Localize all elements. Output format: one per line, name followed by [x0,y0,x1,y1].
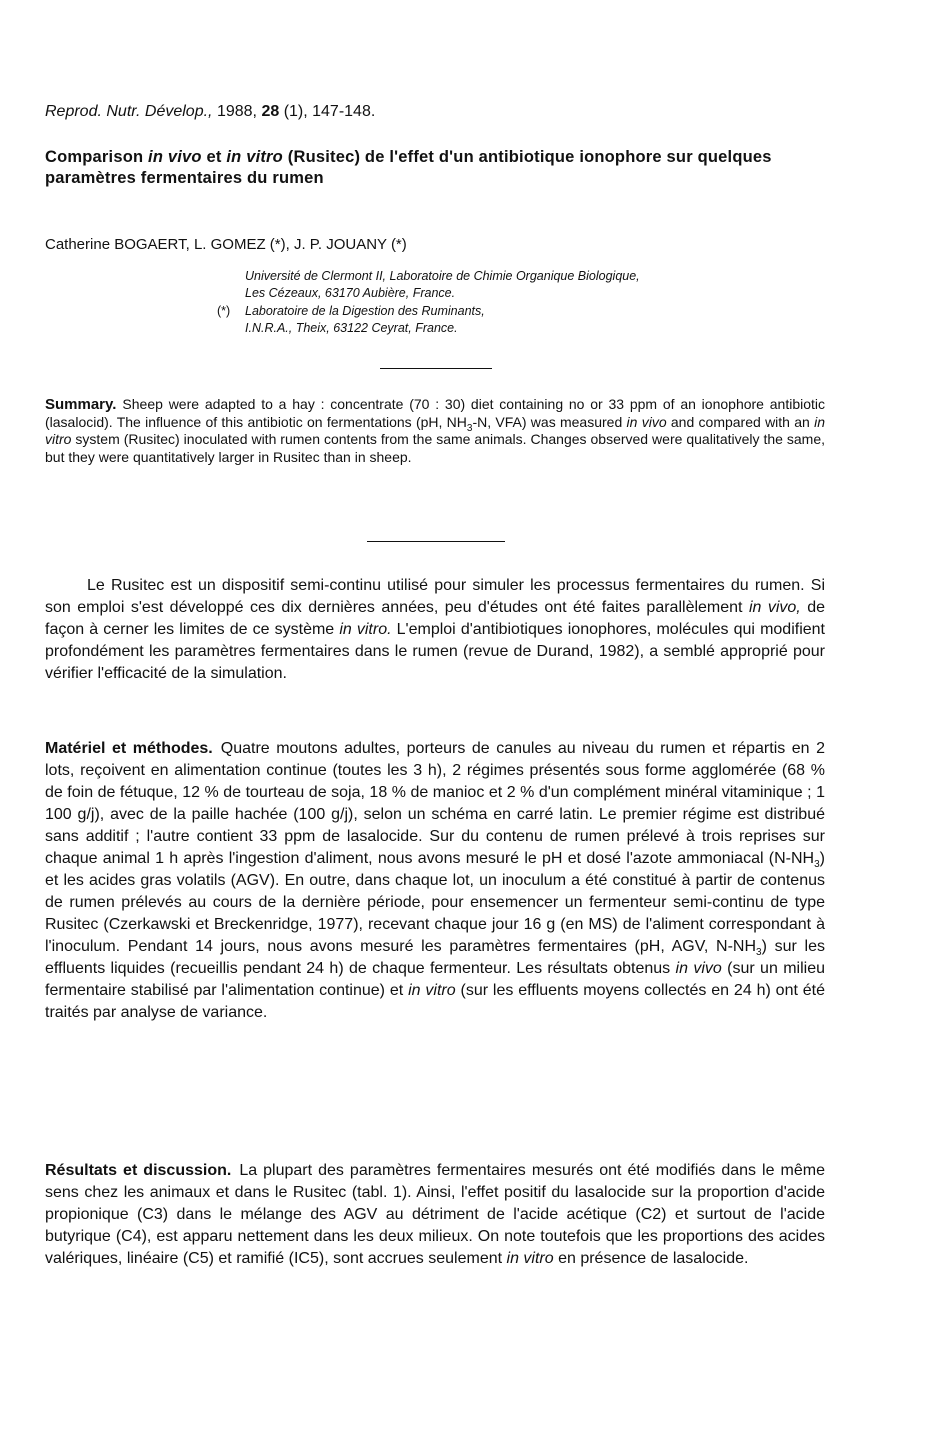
affiliation-line: I.N.R.A., Theix, 63122 Ceyrat, France. [245,321,458,335]
subscript: 3 [814,859,820,871]
title-in-vitro: in vitro [226,148,283,166]
methods-paragraph [45,738,825,1024]
section-divider [367,541,505,542]
journal-issue-pages: (1), 147-148. [283,103,376,120]
article-title [45,147,805,189]
methods-text: Quatre moutons adultes, porteurs de canules au niveau du rumen et répartis en 2 lots, reçoivent en alimentation continue (toutes les 3 h), 2 régimes présentés sous forme agglomérée (68 % de foin de fétuque, 12 % de tourteau de soja, 18 % de manioc et 2 % d'un complément minéral vitaminique ; 1 100 g/j), avec de la paille hachée (100 g/j), selon un schéma en carré latin. Le premier régime est distribué sans additif ; l'autre contient 33 ppm de lasalocide. Sur du contenu de rumen prélevé à trois reprises sur chaque animal 1 h après l'ingestion d'aliment, nous avons mesuré le pH et dosé l'azote ammoniacal (N-NH [45,740,826,867]
summary-heading: Summary. [45,396,117,413]
methods-text: (sur un milieu fermentaire stabilisé par l'alimentation continue) et [45,960,825,999]
results-heading: Résultats et discussion. [45,1162,232,1179]
section-divider [380,368,492,369]
journal-name: Reprod. Nutr. Dévelop., [45,103,213,120]
affiliation-line: Université de Clermont II, Laboratoire de Chimie Organique Biologique, [245,269,640,283]
subscript: 3 [466,422,473,434]
methods-text: ) et les acides gras volatils (AGV). En outre, dans chaque lot, un inoculum a été constitué à partir de contenus de rumen prélevés au cours de la dernière période, pour ensemencer un fermenteur semi-continu de type Rusitec (Czerkawski et Breckenridge, 1977), recevant chaque jour 16 g (en MS) de l'aliment correspondant à l'inoculum. Pendant 14 jours, nous avons mesuré les paramètres fermentaires (pH, AGV, N-NH [45,850,825,955]
summary-text: and compared with an [666,413,815,430]
intro-in-vivo: in vivo, [748,599,801,616]
summary-in-vivo: in vivo [626,413,667,430]
summary-text: Sheep were adapted to a hay : concentrate (70 : 30) diet containing no or 33 ppm of an ionophore antibiotic (lasalocid). The influence of this antibiotic on fermentations (pH, NH [45,396,825,430]
title-text: et [201,148,227,166]
results-paragraph [45,1160,825,1270]
journal-citation [45,103,375,121]
journal-volume: 28 [261,103,280,120]
methods-heading: Matériel et méthodes. [45,740,213,757]
summary-in-vitro: in vitro [45,413,825,447]
title-in-vivo: in vivo [148,148,202,166]
title-text: Comparison [45,148,149,166]
affiliation-2 [217,303,885,337]
intro-text: L'emploi d'antibiotiques ionophores, molécules qui modifient profondément les paramètres fermentaires dans le rumen (revue de Durand, 1982), a semblé approprié pour vérifier l'efficacité de la simulation. [45,621,825,682]
results-text: La plupart des paramètres fermentaires mesurés ont été modifiés dans le même sens chez les animaux et dans le Rusitec (tabl. 1). Ainsi, l'effet positif du lasalocide sur la proportion d'acide propionique (C3) dans le mélange des AGV au détriment de l'acide acétique (C2) et surtout de l'acide butyrique (C4), est apparu nettement dans les deux milieux. On note toutefois que les proportions des acides valériques, linéaire (C5) et ramifié (IC5), sont accrues seulement [45,1162,825,1267]
summary-text: system (Rusitec) inoculated with rumen contents from the same animals. Changes observed were qualitatively the same, but they were quantitatively larger in Rusitec than in sheep. [45,431,825,465]
intro-text: Le Rusitec est un dispositif semi-continu utilisé pour simuler les processus fermentaires du rumen. Si son emploi s'est développé ces dix dernières années, peu d'études ont été faites parallèlement [45,577,825,616]
affiliation-1 [245,268,885,302]
intro-paragraph [45,575,825,685]
intro-in-vitro: in vitro. [339,621,392,638]
methods-text: ) sur les effluents liquides (recueillis pendant 24 h) de chaque fermenteur. Les résultats obtenus [45,938,825,977]
intro-text: de façon à cerner les limites de ce système [45,599,825,638]
author-list: Catherine BOGAERT, L. GOMEZ (*), J. P. JOUANY (*) [45,236,407,253]
methods-in-vivo: in vivo [675,960,722,977]
affiliation-line: Les Cézeaux, 63170 Aubière, France. [245,286,456,300]
summary-text: -N, VFA) was measured [472,413,627,430]
affiliation-mark: (*) [217,304,231,318]
journal-year: 1988, [216,103,257,120]
results-in-vitro: in vitro [506,1250,554,1267]
title-text: (Rusitec) de l'effet d'un antibiotique ionophore sur quelques paramètres fermentaires du rumen [45,148,772,187]
methods-in-vitro: in vitro [408,982,456,999]
results-text: en présence de lasalocide. [553,1250,749,1267]
methods-text: (sur les effluents moyens collectés en 24 h) ont été traités par analyse de variance. [45,982,826,1021]
affiliation-line: Laboratoire de la Digestion des Ruminants, [245,304,485,318]
subscript: 3 [756,947,762,959]
summary-paragraph [45,396,825,466]
